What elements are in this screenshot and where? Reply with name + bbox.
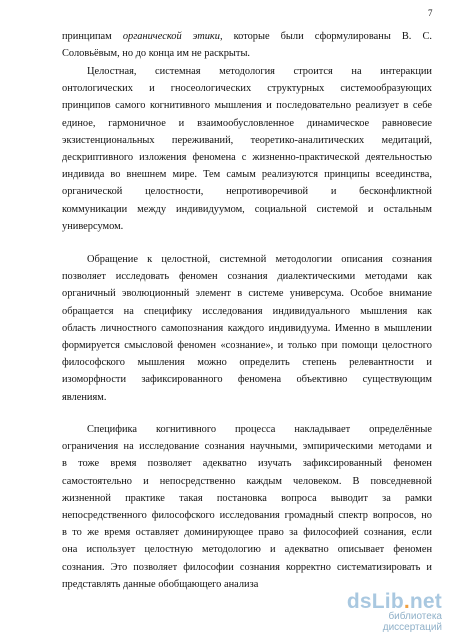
text-line: позволяет исследовать феномен сознания диалектическими методами как [62, 271, 432, 283]
text-line: индивида во внешнем мире. Тем самым реализуются принципы всеединства, [62, 169, 432, 181]
paragraph-2 [62, 63, 432, 235]
watermark [346, 590, 442, 633]
text-line: явлениям. [62, 391, 107, 403]
text-line: изоморфности зафиксированного феномена объективно существующим [62, 374, 432, 386]
text-line: ограничения на исследование сознания научными, эмпирическими методами и [62, 441, 432, 453]
text-line: представлять данные обобщающего анализа [62, 578, 259, 590]
text-line: Обращение к целостной, системной методологии описания сознания [87, 254, 432, 265]
page-number: 7 [428, 8, 433, 18]
text-line: жизненной практике такая постановка вопроса выводит за рамки [62, 492, 432, 504]
text-line: органичный эволюционный элемент в системе универсума. Особое внимание [62, 288, 432, 300]
text-line: экзистенциональных переживаний, теоретико-аналитических медитаций, [62, 134, 432, 146]
text-line: сознания. Это позволяет философии сознания корректно систематизировать и [62, 561, 432, 573]
text-line: единое, гармоничное и взаимообусловленное динамическое равновесие [62, 117, 432, 129]
paragraph-3 [62, 251, 432, 406]
text-line: область личностного самопознания каждого индивидуума. Именно в мышлении [62, 322, 432, 334]
text-line: в тоже время позволяет адекватно изучать зафиксированный феномен [62, 458, 432, 470]
text-line: онтологических и гносеологических структурных системообразующих [62, 83, 432, 95]
text-line: принципам органической этики, которые были сформулированы В. С. [62, 31, 432, 42]
text-line: обращается на специфику исследования индивидуального мышления как [62, 305, 432, 317]
text-line: философского мышления можно определить степень релевантности и [62, 357, 432, 369]
text-line: органической целостности, непротиворечивой и бесконфликтной [62, 186, 432, 198]
text-line: дескриптивного изложения феномена с жизненно-практической деятельностью [62, 152, 432, 164]
text-line: Специфика когнитивного процесса накладывает определённые [87, 424, 432, 435]
paragraph-4 [62, 421, 432, 593]
emphasis-text: органической этики, [122, 31, 223, 42]
text-line: коммуникации между индивидуумом, социальной системой и остальным [62, 203, 432, 215]
text-line: она использует целостную методологию и адекватно описывает феномен [62, 544, 432, 556]
text-line: непосредственного философского исследования громадный спектр вопросов, но [62, 510, 432, 522]
watermark-subtitle: библиотека диссертаций [382, 611, 442, 633]
text-line: принципов самого когнитивного мышления и последовательно реализует в себе [62, 100, 432, 112]
text-line: универсумом. [62, 220, 124, 232]
text-line: в то же время оставляет доминирующее право за философией сознания, если [62, 527, 432, 539]
watermark-logo: dsLib.net [346, 590, 442, 613]
text-line: самостоятельно и непосредственно каждым человеком. В повседневной [62, 475, 432, 487]
paragraph-1 [62, 28, 432, 62]
text-line: Целостная, системная методология строится на интеракции [87, 66, 432, 77]
text-line: формируется смысловой феномен «сознание», и только при помощи целостного [62, 340, 432, 352]
text-line: Соловьёвым, но до конца им не раскрыты. [62, 48, 251, 60]
